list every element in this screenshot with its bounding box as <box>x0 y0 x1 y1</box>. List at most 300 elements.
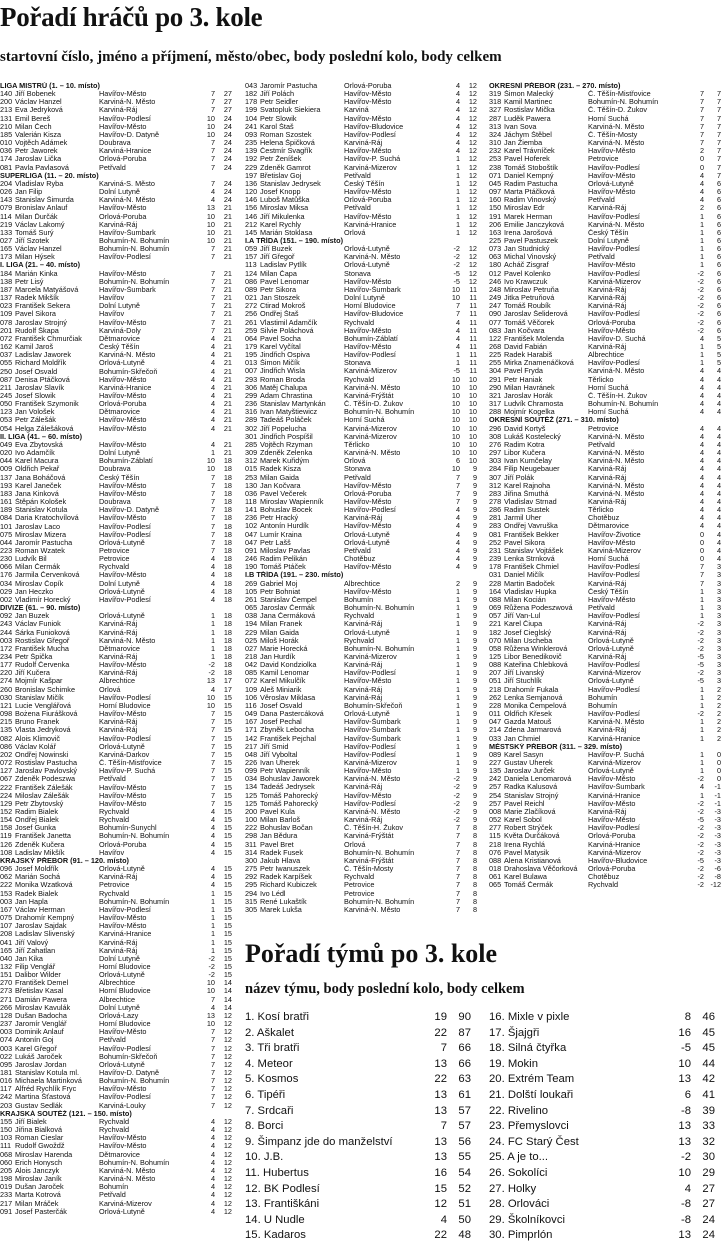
points-total: 10 <box>468 457 477 466</box>
points-last-round: 4 <box>455 114 460 123</box>
team-points-last-round: 10 <box>678 1166 691 1179</box>
player-name: Rudolf Červenka <box>15 661 70 670</box>
start-number: 100 <box>245 816 258 825</box>
start-number: 214 <box>489 726 502 735</box>
points-total: 9 <box>472 563 477 572</box>
player-row <box>0 832 232 840</box>
team-points-total: 63 <box>458 1073 471 1086</box>
player-row <box>0 457 232 465</box>
points-total: 9 <box>472 636 477 645</box>
start-number: 026 <box>0 188 13 197</box>
player-row <box>245 661 477 669</box>
points-last-round: 10 <box>206 457 215 466</box>
points-total: 12 <box>223 1191 232 1200</box>
start-number: 179 <box>245 343 258 352</box>
player-name: Pavel Kolenko <box>504 269 551 278</box>
points-total: -3 <box>714 832 721 841</box>
points-last-round: 1 <box>699 253 704 262</box>
points-total: 21 <box>223 245 232 254</box>
points-total: 8 <box>472 832 477 841</box>
player-name: Josef Osvald <box>260 701 303 710</box>
player-town: Dolní Lutyně <box>99 188 140 197</box>
player-name: Milan Havránek <box>504 383 555 392</box>
start-number: 308 <box>489 432 502 441</box>
player-row <box>489 106 721 114</box>
player-town: Orlová-Lutyně <box>588 677 634 686</box>
player-row <box>0 726 232 734</box>
player-name: Ondřej Bialek <box>15 816 59 825</box>
points-total: 15 <box>223 701 232 710</box>
team-points-last-round: 6 <box>684 1088 691 1101</box>
points-last-round: 1 <box>455 595 460 604</box>
points-last-round: 7 <box>455 824 460 833</box>
player-name: Jan Stoszek <box>260 294 300 303</box>
player-town: Havířov-Město <box>588 147 636 156</box>
team-points-last-round: 7 <box>440 1120 447 1133</box>
start-number: 088 <box>489 856 502 865</box>
team-name: 26. Sokolíci <box>489 1166 548 1179</box>
player-town: Havířov-Podlesí <box>99 253 151 262</box>
points-total: 4 <box>716 449 721 458</box>
player-town: Karviná-Hranice <box>99 147 152 156</box>
player-town: Havířov-Město <box>344 114 392 123</box>
player-name: Matěj Chalupa <box>260 383 308 392</box>
player-row <box>489 441 721 449</box>
points-total: 15 <box>223 718 232 727</box>
player-row <box>489 335 721 343</box>
player-name: Karel Rychly <box>260 220 301 229</box>
player-name: Damián Pawera <box>15 995 67 1004</box>
points-total: -6 <box>714 865 721 874</box>
player-town: Rychvald <box>99 563 130 572</box>
points-last-round: 1 <box>455 228 460 237</box>
start-number: 081 <box>489 530 502 539</box>
player-town: Havířov-Podlesí <box>588 571 640 580</box>
points-total: 10 <box>468 424 477 433</box>
start-number: 103 <box>0 1134 13 1143</box>
team-points-total: 66 <box>458 1042 471 1055</box>
team-name: 28. Orlováci <box>489 1198 550 1211</box>
player-town: Rychvald <box>344 318 375 327</box>
player-town: Karviná-S. Město <box>99 179 155 188</box>
team-points-total: 30 <box>702 1151 715 1164</box>
player-row <box>245 376 477 384</box>
points-total: 21 <box>223 440 232 449</box>
start-number: 256 <box>245 310 258 319</box>
player-name: Valerián Kisza <box>15 130 62 139</box>
player-name: Petr Wapienník <box>260 767 310 776</box>
player-row <box>245 620 477 628</box>
points-last-round: 1 <box>210 628 215 637</box>
player-name: Roman Broda <box>260 375 306 384</box>
points-total: 9 <box>472 652 477 661</box>
points-last-round: 4 <box>455 147 460 156</box>
player-name: Mojmír Kašpar <box>15 677 63 686</box>
points-total: 15 <box>223 742 232 751</box>
player-name: Milan Mráček <box>15 1199 59 1208</box>
points-last-round: -2 <box>697 775 704 784</box>
player-row <box>0 555 232 563</box>
points-total: 0 <box>716 767 721 776</box>
start-number: 232 <box>489 147 502 156</box>
points-last-round: 7 <box>455 302 460 311</box>
player-town: Horní Bludovice <box>99 962 151 971</box>
points-last-round: 2 <box>699 147 704 156</box>
points-last-round: 7 <box>210 783 215 792</box>
player-name: František Molenda <box>504 334 565 343</box>
points-last-round: 4 <box>699 383 704 392</box>
player-row <box>0 188 232 196</box>
points-last-round: 7 <box>210 90 215 99</box>
player-name: Michaela Martinková <box>15 1077 82 1086</box>
points-total: 5 <box>716 334 721 343</box>
player-name: Dana Pastercáková <box>260 710 324 719</box>
player-name: Josef Moldřík <box>15 865 59 874</box>
player-name: Šárka Funioková <box>15 628 70 637</box>
points-last-round: 4 <box>699 440 704 449</box>
player-town: Havířov <box>99 310 125 319</box>
player-name: Bronislav Anlauf <box>15 204 68 213</box>
player-row <box>0 816 232 824</box>
player-town: Petřvald <box>344 473 371 482</box>
start-number: 050 <box>0 400 13 409</box>
player-name: Josef Gunka <box>15 824 56 833</box>
player-row <box>489 98 721 106</box>
player-town: Havířov-Podlesí <box>99 1093 151 1102</box>
player-town: Horní Suchá <box>344 416 385 425</box>
player-name: Jiří Mikulenka <box>260 212 305 221</box>
points-last-round: 4 <box>210 1191 215 1200</box>
start-number: 003 <box>0 636 13 645</box>
points-last-round: -2 <box>697 302 704 311</box>
start-number: 031 <box>489 571 502 580</box>
player-name: Jiří Vyboltal <box>260 750 298 759</box>
points-total: 21 <box>223 302 232 311</box>
player-row <box>489 433 721 441</box>
player-town: Karviná-Ráj <box>344 783 383 792</box>
points-last-round: 4 <box>210 840 215 849</box>
player-name: Jaroslav Jurček <box>504 767 555 776</box>
start-number: 215 <box>0 718 13 727</box>
player-row <box>0 147 232 155</box>
start-number: 140 <box>0 90 13 99</box>
points-total: 0 <box>716 775 721 784</box>
player-row <box>245 302 477 310</box>
player-name: Antonín Goj <box>15 1036 54 1045</box>
player-row <box>245 743 477 751</box>
points-last-round: 4 <box>455 563 460 572</box>
points-last-round: 1 <box>699 359 704 368</box>
player-town: Č. Těšín-Mistřovice <box>588 90 651 99</box>
points-total: 10 <box>468 440 477 449</box>
points-last-round: 4 <box>210 391 215 400</box>
points-last-round: 7 <box>210 318 215 327</box>
player-name: Milan Gaida <box>260 628 299 637</box>
start-number: 136 <box>245 179 258 188</box>
player-town: Bohumín-N. Bohumín <box>588 98 659 107</box>
player-row <box>489 808 721 816</box>
points-total: 21 <box>223 326 232 335</box>
league-heading: OKRESNÍ SOUTĚŽ (271. – 310. místo) <box>489 416 619 425</box>
start-number: 098 <box>0 710 13 719</box>
player-town: Chotěbuz <box>588 514 620 523</box>
player-name: Kamil Lenomar <box>260 669 310 678</box>
points-last-round: 7 <box>455 856 460 865</box>
points-total: 18 <box>223 473 232 482</box>
points-last-round: 4 <box>699 465 704 474</box>
points-total: 2 <box>716 726 721 735</box>
points-last-round: -2 <box>697 873 704 882</box>
points-last-round: 7 <box>210 791 215 800</box>
start-number: 082 <box>0 734 13 743</box>
team-name: 4. Meteor <box>245 1057 293 1070</box>
player-name: Ondřej Štaš <box>260 310 299 319</box>
player-name: Radek Harabiš <box>504 351 553 360</box>
points-total: 4 <box>716 391 721 400</box>
points-total: -3 <box>714 824 721 833</box>
team-points-last-round: 13 <box>434 1151 447 1164</box>
start-number: 047 <box>245 530 258 539</box>
start-number: 272 <box>245 302 258 311</box>
start-number: 222 <box>0 783 13 792</box>
start-number: 059 <box>245 245 258 254</box>
team-points-last-round: 13 <box>678 1120 691 1133</box>
points-total: 12 <box>468 114 477 123</box>
player-town: Č. Těšín-Mosty <box>588 130 638 139</box>
player-town: Havířov-Podlesí <box>588 563 640 572</box>
player-town: Karviná-Mizerov <box>344 432 397 441</box>
player-name: Mirka Znamenáčková <box>504 359 574 368</box>
points-total: 18 <box>223 481 232 490</box>
player-row <box>0 139 232 147</box>
player-row <box>489 400 721 408</box>
points-last-round: -2 <box>697 269 704 278</box>
player-town: Havířov-Podlesí <box>588 612 640 621</box>
player-name: Roman Wzatek <box>15 546 65 555</box>
points-total: 6 <box>716 204 721 213</box>
player-name: Břetislav Goj <box>260 171 302 180</box>
points-last-round: 4 <box>699 179 704 188</box>
player-name: Karel Gřegoř <box>15 1044 57 1053</box>
player-town: Orlová-Lutyně <box>344 530 390 539</box>
player-name: Ludvík Chramosta <box>504 400 564 409</box>
points-last-round: 7 <box>210 285 215 294</box>
points-last-round: 7 <box>210 294 215 303</box>
points-last-round: 7 <box>699 563 704 572</box>
points-last-round: 4 <box>455 326 460 335</box>
start-number: 260 <box>0 685 13 694</box>
points-total: -8 <box>714 873 721 882</box>
player-row <box>245 816 477 824</box>
start-number: 061 <box>489 873 502 882</box>
player-row <box>489 841 721 849</box>
points-total: 2 <box>716 693 721 702</box>
points-total: 7 <box>716 130 721 139</box>
player-name: Daniel Mičík <box>504 571 544 580</box>
player-row <box>0 310 232 318</box>
player-name: Eva Jedryková <box>15 106 63 115</box>
start-number: 218 <box>489 840 502 849</box>
player-town: Orlová-Poruba <box>99 400 147 409</box>
player-town: Karviná-Darkov <box>99 750 150 759</box>
player-name: Lenka Strnková <box>504 555 555 564</box>
player-name: Josef Pasterčák <box>15 1207 67 1216</box>
players-column-3 <box>489 82 721 890</box>
player-row <box>0 939 232 947</box>
page-title: Pořadí hráčů po 3. kole <box>0 2 263 32</box>
player-town: Orlová-Poruba <box>99 212 147 221</box>
player-name: Jindřich Ospiva <box>260 351 310 360</box>
start-number: 222 <box>0 881 13 890</box>
player-town: Petřvald <box>588 604 615 613</box>
league-heading: LIGA MISTRŮ (1. – 10. místo) <box>0 82 100 90</box>
player-name: Jan Heczko <box>15 587 54 596</box>
player-row <box>489 686 721 694</box>
player-name: Karel Mikulčík <box>260 677 306 686</box>
player-name: Jana Kinková <box>15 489 59 498</box>
player-town: Havířov-Podlesí <box>99 530 151 539</box>
start-number: 135 <box>489 767 502 776</box>
player-name: Libor Benedikovič <box>504 652 562 661</box>
start-number: 118 <box>245 497 257 506</box>
player-name: Pavel Matysik <box>504 848 550 857</box>
points-total: 21 <box>223 318 232 327</box>
player-name: Kateřina Chlebková <box>504 661 568 670</box>
player-name: Stanislav Kotula <box>15 506 68 515</box>
player-row <box>489 612 721 620</box>
points-total: 3 <box>716 595 721 604</box>
start-number: 003 <box>0 1044 13 1053</box>
points-last-round: 0 <box>699 538 704 547</box>
points-total: 9 <box>472 799 477 808</box>
start-number: 296 <box>489 424 502 433</box>
team-row <box>245 1072 471 1088</box>
player-name: Ivo Krawczuk <box>504 277 548 286</box>
player-town: Karviná-Ráj <box>99 938 138 947</box>
team-points-last-round: 13 <box>434 1135 447 1148</box>
player-name: Ctirad Mokroš <box>260 302 306 311</box>
player-town: Havířov-Město <box>588 538 636 547</box>
points-total: 15 <box>223 938 232 947</box>
player-town: Karviná-Doly <box>99 326 141 335</box>
player-name: Zdeněk Podeszwa <box>15 775 76 784</box>
player-town: Havířov-Šumbark <box>99 228 156 237</box>
player-row <box>245 294 477 302</box>
player-town: Havířov-Město <box>99 571 147 580</box>
player-row <box>245 522 477 530</box>
team-points-last-round: 15 <box>434 1182 447 1195</box>
start-number: 253 <box>245 473 258 482</box>
player-row <box>0 767 232 775</box>
points-total: 12 <box>468 98 477 107</box>
player-town: Horní Suchá <box>588 555 629 564</box>
points-total: 11 <box>469 294 477 303</box>
points-last-round: 7 <box>210 1036 215 1045</box>
player-town: Albrechtice <box>588 351 625 360</box>
points-total: 15 <box>223 807 232 816</box>
player-row <box>489 539 721 547</box>
player-name: Stanislav Mičík <box>15 693 64 702</box>
points-total: 9 <box>472 604 477 613</box>
points-last-round: 10 <box>451 383 460 392</box>
start-number: 137 <box>0 473 13 482</box>
player-name: Milan Franek <box>260 620 303 629</box>
player-town: Havířov-Podlesí <box>588 245 640 254</box>
start-number: 093 <box>245 130 258 139</box>
team-points-total: 46 <box>702 1011 715 1023</box>
player-town: Karviná-Ráj <box>588 204 627 213</box>
start-number: 298 <box>245 832 258 841</box>
points-last-round: 4 <box>699 473 704 482</box>
player-name: Michal Vinovský <box>504 253 557 262</box>
player-row <box>245 433 477 441</box>
start-number: 034 <box>0 579 13 588</box>
points-total: 14 <box>223 979 232 988</box>
points-last-round: 13 <box>206 677 215 686</box>
player-town: Rychvald <box>344 375 375 384</box>
player-name: Jiří Zahatlan <box>15 946 56 955</box>
player-town: Karviná-Ráj <box>588 726 627 735</box>
points-last-round: 7 <box>210 546 215 555</box>
player-row <box>489 596 721 604</box>
points-total: 15 <box>223 791 232 800</box>
player-row <box>489 710 721 718</box>
start-number: 162 <box>0 343 13 352</box>
team-name: 10. J.B. <box>245 1151 284 1164</box>
player-row <box>245 726 477 734</box>
player-name: Tomáš Pahorecký <box>260 791 318 800</box>
player-town: Rychvald <box>344 636 375 645</box>
player-name: Petr Seidler <box>260 98 299 107</box>
player-row <box>245 637 477 645</box>
points-total: 18 <box>223 571 232 580</box>
points-total: 12 <box>223 1060 232 1069</box>
start-number: 291 <box>489 375 502 384</box>
start-number: 202 <box>0 750 13 759</box>
start-number: 174 <box>0 155 13 164</box>
points-total: 15 <box>223 881 232 890</box>
points-total: 10 <box>468 400 477 409</box>
player-row <box>245 229 477 237</box>
player-name: Ivo Lédl <box>260 889 286 898</box>
team-name: 8. Borci <box>245 1120 284 1133</box>
points-total: 9 <box>472 489 477 498</box>
player-name: Petr Iwanuszek <box>260 865 310 874</box>
player-name: Miroslav Janík <box>15 1175 62 1184</box>
start-number: 222 <box>245 824 258 833</box>
points-last-round: 1 <box>699 701 704 710</box>
player-name: Tomáš Čermák <box>504 881 554 890</box>
points-total: 18 <box>223 669 232 678</box>
start-number: 088 <box>489 661 502 670</box>
player-row <box>245 490 477 498</box>
points-last-round: 1 <box>699 726 704 735</box>
points-last-round: 10 <box>206 122 215 131</box>
points-total: 12 <box>223 1085 232 1094</box>
player-row <box>0 237 232 245</box>
player-row <box>489 245 721 253</box>
start-number: 089 <box>489 750 502 759</box>
player-town: Petřvald <box>344 171 371 180</box>
points-last-round: 10 <box>206 237 215 245</box>
points-last-round: 1 <box>455 351 460 360</box>
player-row <box>0 1004 232 1012</box>
player-row <box>489 677 721 685</box>
points-last-round: 10 <box>206 693 215 702</box>
player-name: David Fabián <box>504 343 547 352</box>
points-last-round: 4 <box>210 848 215 857</box>
points-last-round: 4 <box>210 807 215 816</box>
